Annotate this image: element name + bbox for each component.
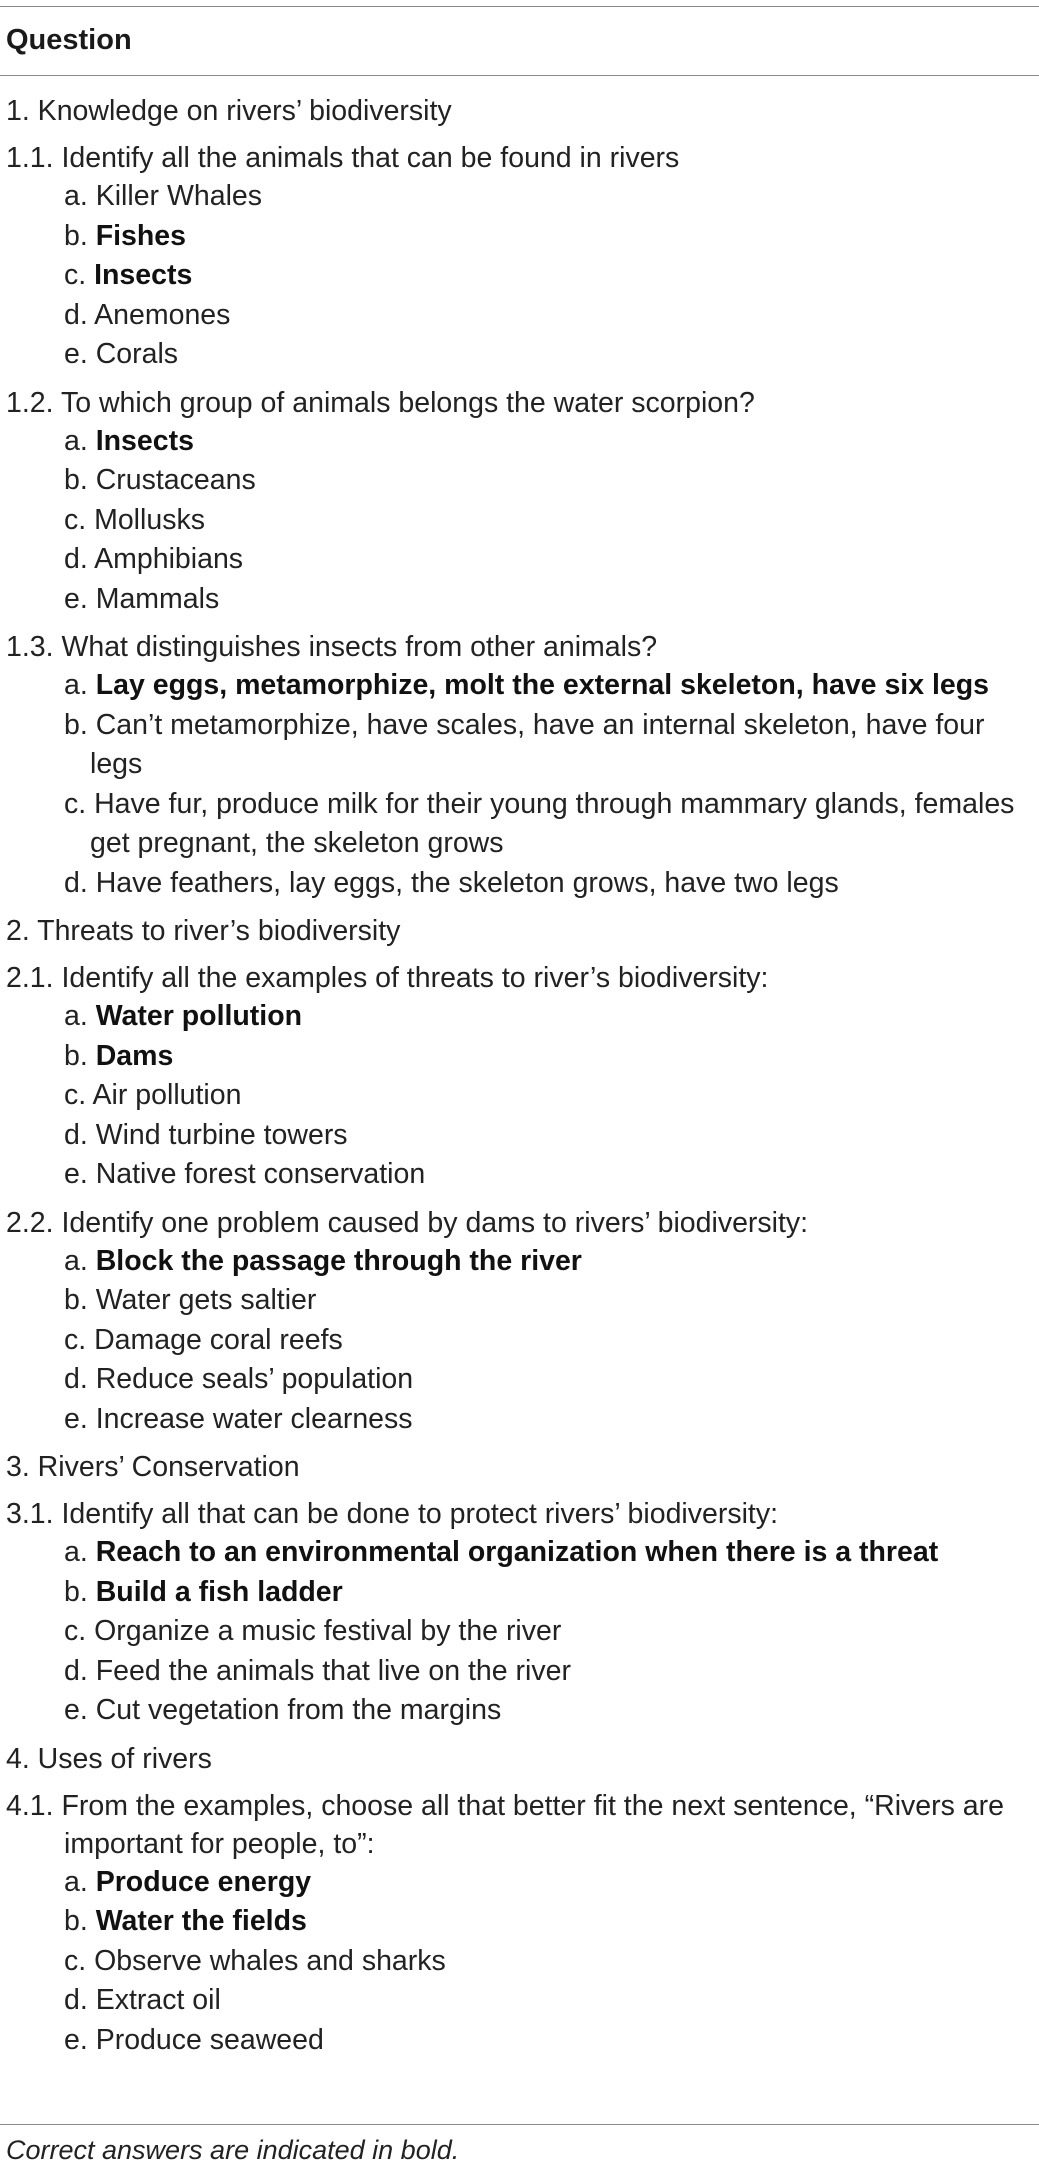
option-letter: d. [64,1363,88,1395]
option-text: Cut vegetation from the margins [95,1694,502,1726]
option-letter: b. [64,1905,88,1937]
option-text: Produce seaweed [95,2023,324,2056]
question-text: 1.3. What distinguishes insects from other animals? [6,631,658,663]
answer-option-correct [64,1902,1030,1942]
option-text: Produce energy [95,1865,312,1898]
option-text: Insects [95,424,194,457]
option-text: Dams [95,1039,174,1072]
answer-option [64,864,1030,904]
answer-option [64,1321,1030,1361]
answer-option-correct [64,666,1030,706]
option-letter: b. [64,219,88,252]
option-letter: e. [64,582,88,615]
option-letter: c. [64,1944,87,1977]
option-letter: d. [64,543,88,575]
option-text: Damage coral reefs [94,1323,343,1356]
table-header: Question [6,24,132,56]
answer-option [64,1981,1030,2021]
section-title: 2. Threats to river’s biodiversity [6,915,401,947]
option-text: Lay eggs, metamorphize, molt the external skeleton, have six legs [95,669,990,701]
option-letter: c. [64,1079,87,1111]
option-letter: e. [64,1694,88,1726]
option-text: Reach to an environmental organization when there is a threat [95,1536,939,1568]
option-letter: e. [64,2023,88,2056]
option-text: Fishes [95,219,186,252]
option-letter: a. [64,1536,88,1568]
option-letter: b. [64,1284,88,1316]
option-letter: a. [64,1244,88,1277]
option-text: Have feathers, lay eggs, the skeleton grows, have two legs [95,866,839,899]
answer-option-correct [64,1533,1030,1573]
answer-option [64,1281,1030,1321]
answer-option [64,461,1030,501]
table-footnote: Correct answers are indicated in bold. [6,2135,460,2165]
option-text: Feed the animals that live on the river [95,1654,571,1687]
answer-option-correct [64,1863,1030,1903]
answer-option-correct [64,1573,1030,1613]
option-text: Water pollution [95,1000,303,1032]
section-title: 1. Knowledge on rivers’ biodiversity [6,95,452,127]
answer-option [64,1652,1030,1692]
table-body [0,92,1039,2069]
answer-option [64,1076,1030,1116]
option-text: Water the fields [95,1905,307,1937]
answer-option-correct [64,1037,1030,1077]
option-letter: c. [64,503,87,536]
option-text: Air pollution [92,1079,242,1111]
answer-option [64,296,1030,336]
option-letter: d. [64,1984,88,2016]
option-letter: b. [64,1575,88,1608]
option-text: Amphibians [94,543,244,575]
option-text: Anemones [94,298,231,331]
answer-option [64,177,1030,217]
question-text: 4.1. From the examples, choose all that better fit the next sentence, “Rivers are important for people, to”: [6,1789,1004,1860]
answer-option [64,1116,1030,1156]
option-letter: b. [64,708,88,741]
option-text: Build a fish ladder [95,1575,343,1608]
option-letter: d. [64,1654,88,1687]
option-letter: a. [64,669,88,701]
answer-option-correct [64,422,1030,462]
option-letter: b. [64,464,88,496]
option-letter: d. [64,866,88,899]
answer-option-correct [64,256,1030,296]
option-text: Observe whales and sharks [94,1944,446,1977]
option-text: Increase water clearness [95,1402,413,1435]
option-letter: d. [64,1118,88,1151]
option-letter: d. [64,298,88,331]
option-letter: c. [64,1323,87,1356]
answer-option [64,1360,1030,1400]
option-text: Mollusks [94,503,205,536]
option-letter: e. [64,338,88,370]
question-text: 1.2. To which group of animals belongs the water scorpion? [6,386,755,419]
option-letter: a. [64,1865,88,1898]
answer-option [64,1155,1030,1195]
answer-option [64,1942,1030,1982]
option-text: Killer Whales [95,180,262,212]
option-text: Water gets saltier [95,1284,317,1316]
option-letter: c. [64,787,87,820]
option-text: Have fur, produce milk for their young through mammary glands, females get pregnant, the skeleton grows [90,787,1015,859]
table-bottom-rule [0,2124,1039,2125]
option-letter: b. [64,1039,88,1072]
question-text: 1.1. Identify all the animals that can be found in rivers [6,142,680,174]
option-text: Extract oil [95,1984,221,2016]
answer-option [64,1612,1030,1652]
option-letter: e. [64,1158,88,1190]
option-text: Insects [94,259,193,291]
answer-option [64,580,1030,620]
section-title: 3. Rivers’ Conservation [6,1451,300,1483]
option-letter: c. [64,259,87,291]
answer-option [64,2021,1030,2061]
table-header-rule [0,75,1039,76]
option-text: Wind turbine towers [95,1118,348,1151]
option-text: Crustaceans [95,464,256,496]
option-text: Native forest conservation [95,1158,426,1190]
answer-option-correct [64,997,1030,1037]
answer-option-correct [64,217,1030,257]
answer-option [64,1691,1030,1731]
answer-option [64,335,1030,375]
question-text: 2.2. Identify one problem caused by dams to rivers’ biodiversity: [6,1206,809,1239]
option-letter: a. [64,424,88,457]
question-text: 2.1. Identify all the examples of threats to river’s biodiversity: [6,962,769,994]
option-letter: c. [64,1615,87,1647]
option-text: Reduce seals’ population [95,1363,414,1395]
table-top-rule [0,6,1039,7]
answer-option [64,706,1030,785]
option-text: Block the passage through the river [95,1244,582,1277]
option-text: Organize a music festival by the river [94,1615,562,1647]
answer-option [64,540,1030,580]
option-text: Corals [95,338,179,370]
option-text: Mammals [95,582,220,615]
option-letter: e. [64,1402,88,1435]
question-text: 3.1. Identify all that can be done to protect rivers’ biodiversity: [6,1498,779,1530]
option-letter: a. [64,180,88,212]
answer-option-correct [64,1242,1030,1282]
answer-option [64,501,1030,541]
section-title: 4. Uses of rivers [6,1742,212,1775]
answer-option [64,1400,1030,1440]
option-text: Can’t metamorphize, have scales, have an internal skeleton, have four legs [90,708,985,780]
option-letter: a. [64,1000,88,1032]
answer-option [64,785,1030,864]
